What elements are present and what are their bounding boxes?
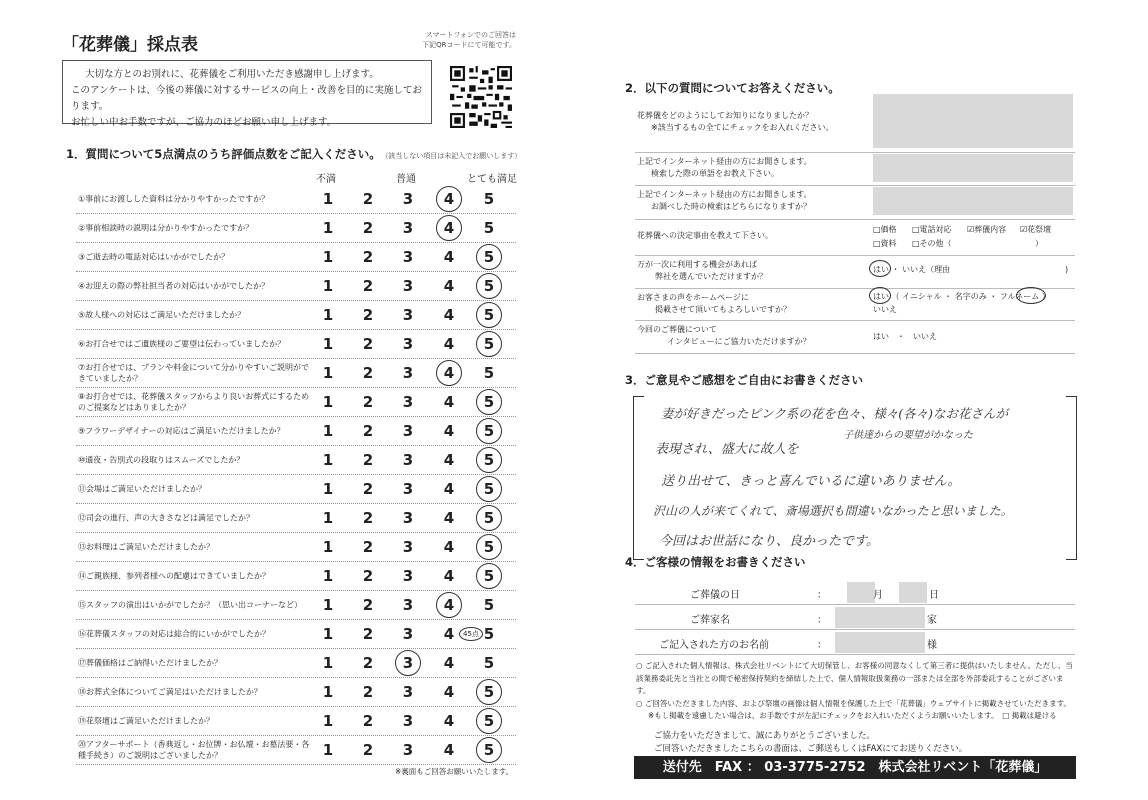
- question-row: [76, 532, 516, 562]
- intro-line: このアンケートは、今後の葬儀に対するサービスの向上・改善を目的に実施しております。: [71, 85, 422, 112]
- score-option-5[interactable]: 5: [476, 563, 502, 589]
- option-phone[interactable]: □電話対応: [912, 225, 952, 234]
- handwritten-insert: 子供達からの要望がかなった: [843, 430, 973, 441]
- score-option-5[interactable]: 5: [483, 624, 495, 643]
- section1-heading: 1．質問について5点満点のうち評価点数をご記入ください。 （該当しない項目は未記入でお願いします）: [66, 147, 522, 161]
- s2-reuse: 万が一次に利用する機会があれば 弊社を選んでいただけますか？ はい ・ いいえ（理由 ): [635, 255, 1075, 289]
- handwritten-score: 45点: [459, 627, 483, 641]
- selected-circle: [869, 287, 891, 304]
- question-row: [76, 358, 516, 388]
- qr-code-icon[interactable]: [450, 66, 512, 128]
- score-option-4[interactable]: 4: [443, 247, 455, 266]
- publish-no[interactable]: いいえ: [873, 305, 897, 314]
- score-option-2[interactable]: 2: [362, 218, 374, 237]
- handwritten-line: 妻が好きだったピンク系の花を色々、様々(各々)なお花さんが: [661, 406, 1009, 421]
- selected-circle: [869, 260, 891, 277]
- s2-publish: お客さまの声をホームページに 掲載させて頂いてもよろしいですか？ はい （ イニシャル ・ 名字のみ ・ フルネーム ） いいえ: [635, 288, 1075, 321]
- score-option-4[interactable]: 4: [443, 740, 455, 759]
- score-option-5[interactable]: 5: [476, 418, 502, 444]
- section4-heading: 4．ご客様の情報をお書きください: [625, 555, 806, 569]
- score-option-5[interactable]: 5: [483, 595, 495, 614]
- score-option-5[interactable]: 5: [483, 189, 495, 208]
- score-option-3[interactable]: 3: [402, 218, 414, 237]
- score-option-5[interactable]: 5: [476, 447, 502, 473]
- score-option-2[interactable]: 2: [362, 682, 374, 701]
- score-option-4[interactable]: 4: [443, 624, 455, 643]
- score-option-3[interactable]: 3: [402, 537, 414, 556]
- question-row: [76, 590, 516, 620]
- question-text: ②事前相談時の説明は分かりやすかったですか？: [78, 223, 254, 232]
- score-option-3[interactable]: 3: [402, 566, 414, 585]
- option-material[interactable]: □資料: [873, 239, 897, 248]
- score-option-1[interactable]: 1: [322, 247, 334, 266]
- score-option-1[interactable]: 1: [322, 537, 334, 556]
- question-text: ⑮スタッフの演出はいかがでしたか？（思い出コーナーなど）: [78, 600, 302, 609]
- score-option-4[interactable]: 4: [443, 537, 455, 556]
- selected-circle: [1016, 287, 1046, 304]
- s2-reason: 花葬儀への決定事由を教えて下さい。 □価格 □電話対応 ☑葬儀内容 ☑花祭壇 □資料 □その他（ ）: [635, 219, 1075, 256]
- handwritten-line: 表現され、盛大に故人を: [655, 442, 799, 457]
- score-option-5[interactable]: 5: [483, 653, 495, 672]
- score-option-2[interactable]: 2: [362, 537, 374, 556]
- privacy-notice: ○ ご記入された個人情報は、株式会社リベントにて大切保管し、お客様の同意なくして第三者に提供はいたしません。ただし、当該業務委託先と当社との間で秘密保持契約を締結した上で、個人情報取扱業務の一部または全部を外部委託することがございます。 ○ ご回答いただきました内容、および祭壇の画像は個人情報を保護した上で「花葬儀」ウェブサイトに掲載させていただきます。 ※もし掲載を遠慮したい場合は、お手数ですが左記にチェックをお入れいただくようお願いいたします。 □ 掲載は避ける: [636, 661, 1073, 720]
- score-option-5[interactable]: 5: [483, 363, 495, 382]
- score-option-4[interactable]: 4: [443, 508, 455, 527]
- score-option-2[interactable]: 2: [362, 450, 374, 469]
- score-option-1[interactable]: 1: [322, 305, 334, 324]
- thanks-note: ご協力をいただきまして、誠にありがとうございました。 ご回答いただきましたこちらの書面は、ご郵送もしくはFAXにてお送りください。: [654, 731, 968, 754]
- score-option-4[interactable]: 4: [436, 592, 462, 618]
- comment-box[interactable]: [633, 396, 1077, 558]
- score-option-3[interactable]: 3: [402, 624, 414, 643]
- back-note: ※裏面もご回答お願いいたします。: [395, 767, 514, 776]
- score-option-4[interactable]: 4: [443, 450, 455, 469]
- score-option-5[interactable]: 5: [476, 737, 502, 763]
- score-option-4[interactable]: 4: [436, 360, 462, 386]
- question-row: [76, 416, 516, 446]
- score-option-2[interactable]: 2: [362, 624, 374, 643]
- question-row: [76, 300, 516, 330]
- scale-low: 不満: [316, 174, 336, 185]
- score-option-2[interactable]: 2: [362, 653, 374, 672]
- question-text: ⑭ご親族様、参列者様への配慮はできていましたか？: [78, 571, 270, 580]
- score-option-4[interactable]: 4: [443, 334, 455, 353]
- question-row: [76, 213, 516, 243]
- question-text: ⑰葬儀価格はご納得いただけましたか？: [78, 658, 222, 667]
- score-option-2[interactable]: 2: [362, 189, 374, 208]
- s2-how-know: 花葬儀をどのようにしてお知りになりましたか？ ※該当するもの全てにチェックをお入れください。: [635, 106, 1075, 153]
- question-row: [76, 271, 516, 301]
- score-option-1[interactable]: 1: [322, 595, 334, 614]
- score-option-5[interactable]: 5: [476, 389, 502, 415]
- score-option-1[interactable]: 1: [322, 624, 334, 643]
- score-option-3[interactable]: 3: [402, 305, 414, 324]
- score-option-2[interactable]: 2: [362, 595, 374, 614]
- intro-box: [62, 60, 432, 128]
- redacted-day: [899, 582, 927, 603]
- question-text: ⑯花葬儀スタッフの対応は総合的にいかがでしたか？: [78, 629, 270, 638]
- question-text: ⑪会場はご満足いただけましたか？: [78, 484, 206, 493]
- score-option-4[interactable]: 4: [443, 653, 455, 672]
- option-price[interactable]: □価格: [873, 225, 897, 234]
- question-row: [76, 242, 516, 272]
- question-text: ⑱お葬式全体についてご満足はいただけましたか？: [78, 687, 262, 696]
- intro-line: 大切な方とのお別れに、花葬儀をご利用いただき感謝申し上げます。: [85, 69, 379, 80]
- score-option-1[interactable]: 1: [322, 711, 334, 730]
- smartphone-note: スマートフォンでのご回答は 下記QRコードにて可能です。: [422, 31, 516, 49]
- writer-name-row: ご記入された方のお名前 ： 様: [635, 632, 1075, 655]
- question-row: [76, 503, 516, 533]
- question-text: ⑳アフターサポート（香典返し・お位牌・お仏壇・お墓法要・各種手続き）のご説明はございましたか？: [78, 739, 310, 760]
- score-option-5[interactable]: 5: [476, 476, 502, 502]
- score-option-4[interactable]: 4: [443, 305, 455, 324]
- score-option-5[interactable]: 5: [476, 679, 502, 705]
- score-option-3[interactable]: 3: [402, 595, 414, 614]
- question-text: ⑤故人様への対応はご満足いただけましたか？: [78, 310, 246, 319]
- redacted-month: [847, 582, 875, 603]
- score-option-3[interactable]: 3: [402, 189, 414, 208]
- question-row: [76, 184, 516, 214]
- score-option-1[interactable]: 1: [322, 479, 334, 498]
- score-option-3[interactable]: 3: [402, 450, 414, 469]
- score-option-5[interactable]: 5: [476, 505, 502, 531]
- redacted-answer: [873, 187, 1073, 215]
- question-text: ⑧お打合せでは、花葬儀スタッフからより良いお葬式にするためのご提案などはありましたか？: [78, 391, 310, 412]
- question-text: ⑩通夜・告別式の段取りはスムーズでしたか？: [78, 455, 245, 464]
- question-row: [76, 561, 516, 591]
- score-option-4[interactable]: 4: [443, 479, 455, 498]
- handwritten-line: 今回はお世話になり、良かったです。: [659, 534, 879, 549]
- option-other[interactable]: □その他（: [912, 239, 952, 248]
- score-option-3[interactable]: 3: [402, 392, 414, 411]
- question-text: ③ご逝去時の電話対応はいかがでしたか？: [78, 252, 230, 261]
- question-row: [76, 648, 516, 678]
- redacted-answer: [873, 94, 1073, 148]
- question-row: [76, 474, 516, 504]
- redacted-answer: [873, 154, 1073, 182]
- score-option-2[interactable]: 2: [362, 363, 374, 382]
- score-option-1[interactable]: 1: [322, 276, 334, 295]
- handwritten-line: 沢山の人が来てくれて、斎場選択も間違いなかったと思いました。: [653, 504, 1013, 518]
- score-option-5[interactable]: 5: [483, 218, 495, 237]
- handwritten-line: 送り出せて、きっと喜んでいるに違いありません。: [661, 474, 961, 489]
- score-option-2[interactable]: 2: [362, 276, 374, 295]
- question-text: ⑨フラワーデザイナーの対応はご満足いただけましたか？: [78, 426, 285, 435]
- score-option-2[interactable]: 2: [362, 334, 374, 353]
- score-option-2[interactable]: 2: [362, 508, 374, 527]
- question-row: [76, 387, 516, 417]
- score-option-3[interactable]: 3: [402, 363, 414, 382]
- question-row: [76, 445, 516, 475]
- score-option-5[interactable]: 5: [476, 534, 502, 560]
- score-option-3[interactable]: 3: [402, 711, 414, 730]
- question-text: ⑦お打合せでは、プランや料金について分かりやすいご説明ができていましたか？: [78, 362, 310, 383]
- score-option-5[interactable]: 5: [476, 273, 502, 299]
- score-option-5[interactable]: 5: [476, 331, 502, 357]
- section2-heading: 2．以下の質問についてお答えください。: [625, 81, 840, 95]
- question-text: ④お迎えの際の弊社担当者の対応はいかがでしたか？: [78, 281, 270, 290]
- page-title: 「花葬儀」採点表: [62, 35, 198, 55]
- score-option-1[interactable]: 1: [322, 392, 334, 411]
- score-option-3[interactable]: 3: [402, 508, 414, 527]
- question-row: [76, 706, 516, 736]
- score-option-2[interactable]: 2: [362, 711, 374, 730]
- question-row: [76, 735, 516, 765]
- redacted-writer: [835, 632, 925, 653]
- score-option-1[interactable]: 1: [322, 218, 334, 237]
- score-option-1[interactable]: 1: [322, 566, 334, 585]
- section3-heading: 3．ご意見やご感想をご自由にお書きください: [625, 373, 863, 387]
- question-text: ⑥お打合せではご遺族様のご要望は伝わっていましたか？: [78, 339, 286, 348]
- score-option-4[interactable]: 4: [443, 421, 455, 440]
- score-option-2[interactable]: 2: [362, 392, 374, 411]
- s2-search-words: 上記でインターネット経由の方にお聞きします。 検索した際の単語をお教え下さい。: [635, 152, 1075, 186]
- score-option-4[interactable]: 4: [443, 711, 455, 730]
- score-option-1[interactable]: 1: [322, 740, 334, 759]
- score-option-1[interactable]: 1: [322, 508, 334, 527]
- score-option-2[interactable]: 2: [362, 247, 374, 266]
- score-option-4[interactable]: 4: [436, 215, 462, 241]
- score-option-2[interactable]: 2: [362, 421, 374, 440]
- intro-line: お忙しい中お手数ですが、ご協力のほどお願い申し上げます。: [71, 117, 337, 128]
- question-text: ⑬お料理はご満足いただけましたか？: [78, 542, 214, 551]
- fax-bar: 送付先 FAX ： 03-3775-2752 株式会社リベント「花葬儀」: [634, 756, 1076, 779]
- question-row: [76, 329, 516, 359]
- option-other-close: ）: [1035, 239, 1043, 248]
- score-option-1[interactable]: 1: [322, 363, 334, 382]
- score-option-4[interactable]: 4: [436, 186, 462, 212]
- scale-mid: 普通: [396, 174, 416, 185]
- score-option-4[interactable]: 4: [443, 566, 455, 585]
- score-option-3[interactable]: 3: [402, 479, 414, 498]
- score-option-3[interactable]: 3: [402, 740, 414, 759]
- s2-search-engine: 上記でインターネット経由の方にお聞きします。 お調べした時の検索はどちらになりますか？: [635, 185, 1075, 220]
- score-option-2[interactable]: 2: [362, 740, 374, 759]
- score-option-1[interactable]: 1: [322, 653, 334, 672]
- score-option-2[interactable]: 2: [362, 479, 374, 498]
- score-option-3[interactable]: 3: [402, 247, 414, 266]
- score-option-5[interactable]: 5: [476, 708, 502, 734]
- redacted-family: [835, 607, 925, 628]
- score-option-1[interactable]: 1: [322, 682, 334, 701]
- question-text: ①事前にお渡しした資料は分かりやすかったですか？: [78, 194, 270, 203]
- score-option-3[interactable]: 3: [402, 334, 414, 353]
- score-option-4[interactable]: 4: [443, 392, 455, 411]
- score-option-4[interactable]: 4: [443, 276, 455, 295]
- scale-high: とても満足: [467, 174, 517, 185]
- score-option-5[interactable]: 5: [476, 244, 502, 270]
- score-option-1[interactable]: 1: [322, 450, 334, 469]
- score-option-1[interactable]: 1: [322, 189, 334, 208]
- family-name-row: ご葬家名 ： 家: [635, 607, 1075, 630]
- score-option-3[interactable]: 3: [402, 682, 414, 701]
- score-option-5[interactable]: 5: [476, 302, 502, 328]
- score-option-3[interactable]: 3: [402, 421, 414, 440]
- interview-answer[interactable]: はい ・ いいえ: [873, 332, 937, 341]
- score-option-4[interactable]: 4: [443, 682, 455, 701]
- question-text: ⑫司会の進行、声の大きさなどは満足でしたか？: [78, 513, 254, 522]
- score-option-1[interactable]: 1: [322, 334, 334, 353]
- funeral-date-row: ご葬儀の日 ： 月 日: [635, 582, 1075, 605]
- s2-interview: 今回のご葬儀について インタビューにご協力いただけますか？ はい ・ いいえ: [635, 320, 1075, 354]
- score-option-1[interactable]: 1: [322, 421, 334, 440]
- question-row: [76, 677, 516, 707]
- publish-answer[interactable]: はい （ イニシャル ・ 名字のみ ・ フルネーム ）: [873, 292, 1050, 301]
- score-option-2[interactable]: 2: [362, 566, 374, 585]
- option-altar[interactable]: ☑花祭壇: [1020, 225, 1052, 234]
- score-option-2[interactable]: 2: [362, 305, 374, 324]
- reuse-answer[interactable]: はい ・ いいえ（理由: [873, 265, 951, 274]
- question-row: [76, 619, 516, 649]
- question-text: ⑲花祭壇はご満足いただけましたか？: [78, 716, 214, 725]
- option-content[interactable]: ☑葬儀内容: [967, 225, 1007, 234]
- score-option-3[interactable]: 3: [402, 276, 414, 295]
- score-option-3[interactable]: 3: [395, 650, 421, 676]
